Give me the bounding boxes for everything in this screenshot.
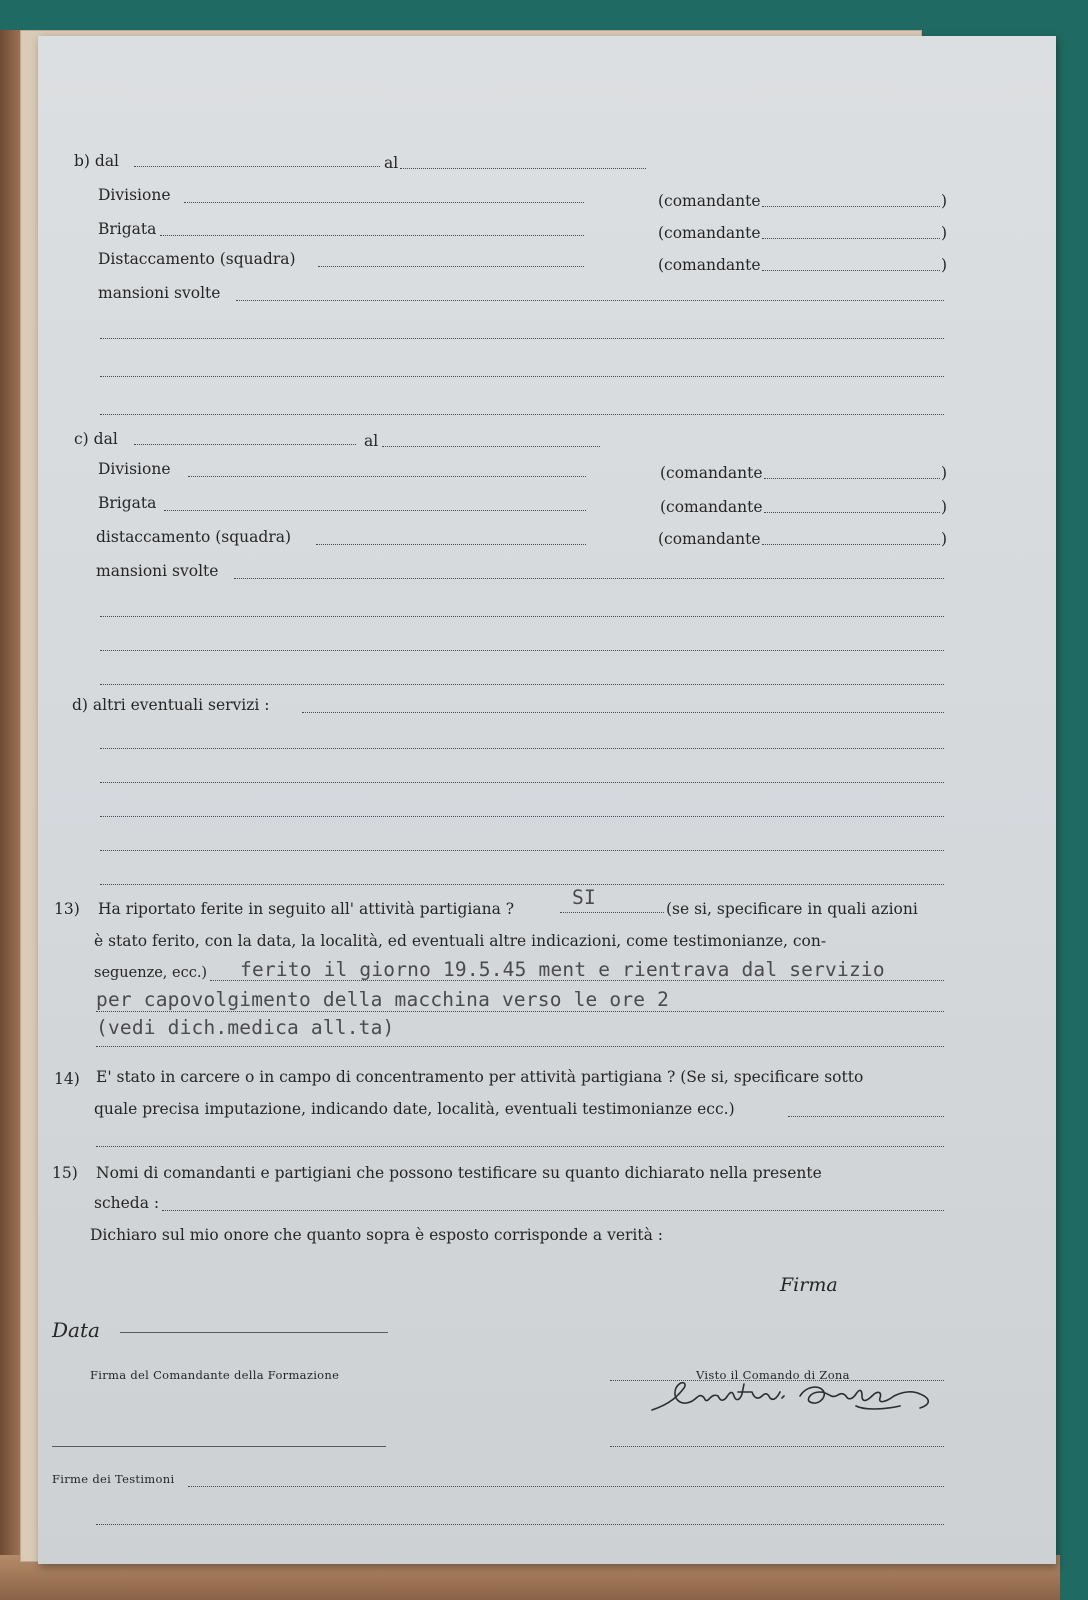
q15-line-1: Nomi di comandanti e partigiani che possono testificare su quanto dichiarato nella presente [96, 1164, 822, 1182]
d-label: d) altri eventuali servizi : [72, 696, 270, 714]
q13-text-b: (se si, specificare in quali azioni [666, 900, 918, 918]
b-mansioni-line-1[interactable] [236, 300, 944, 301]
q15-line-2-field[interactable] [162, 1210, 944, 1211]
b-mansioni-line-3[interactable] [100, 376, 944, 377]
d-line-6[interactable] [100, 884, 944, 885]
c-al-field[interactable] [382, 446, 600, 447]
b-al-field[interactable] [400, 168, 646, 169]
b-distaccamento-comandante-field[interactable] [762, 270, 940, 271]
c-divisione-close: ) [941, 464, 948, 482]
c-distaccamento-label: distaccamento (squadra) [96, 528, 292, 546]
b-divisione-comandante-field[interactable] [762, 206, 940, 207]
c-divisione-comandante-label: (comandante [660, 464, 763, 482]
firma-label: Firma [780, 1274, 838, 1296]
c-brigata-comandante-label: (comandante [660, 498, 763, 516]
c-distaccamento-field[interactable] [316, 544, 586, 545]
c-mansioni-line-2[interactable] [100, 616, 944, 617]
c-brigata-label: Brigata [98, 494, 157, 512]
q13-line-3-field[interactable] [210, 980, 944, 981]
visto-comando-label: Visto il Comando di Zona [696, 1368, 850, 1382]
q15-number: 15) [52, 1164, 78, 1182]
d-line-1[interactable] [302, 712, 944, 713]
q13-number: 13) [54, 900, 80, 918]
q13-text-a: Ha riportato ferite in seguito all' attività partigiana ? [98, 900, 515, 918]
c-brigata-comandante-field[interactable] [764, 512, 940, 513]
firme-testimoni-line-1[interactable] [188, 1486, 944, 1487]
q13-typed-line-1: ferito il giorno 19.5.45 ment e rientrava dal servizio [240, 958, 885, 981]
c-mansioni-line-4[interactable] [100, 684, 944, 685]
c-dal-label: c) dal [74, 430, 118, 448]
c-divisione-field[interactable] [188, 476, 586, 477]
d-line-5[interactable] [100, 850, 944, 851]
c-mansioni-line-1[interactable] [234, 578, 944, 579]
data-label: Data [52, 1318, 100, 1342]
c-al-label: al [364, 432, 379, 450]
b-divisione-comandante-label: (comandante [658, 192, 761, 210]
b-divisione-field[interactable] [184, 202, 584, 203]
firma-comandante-label: Firma del Comandante della Formazione [90, 1368, 340, 1382]
c-brigata-field[interactable] [164, 510, 586, 511]
q14-line-3-field[interactable] [96, 1146, 944, 1147]
q14-number: 14) [54, 1070, 80, 1088]
b-distaccamento-field[interactable] [318, 266, 584, 267]
d-line-2[interactable] [100, 748, 944, 749]
firme-testimoni-line-2[interactable] [96, 1524, 944, 1525]
c-distaccamento-comandante-label: (comandante [658, 530, 761, 548]
c-distaccamento-comandante-field[interactable] [762, 544, 940, 545]
c-dal-field[interactable] [134, 444, 356, 445]
q13-line-5-field[interactable] [96, 1046, 944, 1047]
b-mansioni-label: mansioni svolte [98, 284, 221, 302]
b-dal-field[interactable] [134, 166, 380, 167]
d-line-4[interactable] [100, 816, 944, 817]
c-brigata-close: ) [941, 498, 948, 516]
q13-line-3-prefix: seguenze, ecc.) [94, 965, 208, 981]
c-mansioni-label: mansioni svolte [96, 562, 219, 580]
q14-line-1: E' stato in carcere o in campo di concentramento per attività partigiana ? (Se si, specificare sotto [96, 1068, 864, 1086]
b-brigata-field[interactable] [160, 235, 584, 236]
q13-answer: SI [572, 886, 596, 909]
b-mansioni-line-4[interactable] [100, 414, 944, 415]
q14-line-2: quale precisa imputazione, indicando date, località, eventuali testimonianze ecc.) [94, 1100, 735, 1118]
b-mansioni-line-2[interactable] [100, 338, 944, 339]
q13-answer-field[interactable] [560, 912, 664, 913]
form-page [38, 36, 1056, 1564]
b-brigata-comandante-label: (comandante [658, 224, 761, 242]
q13-typed-line-3: (vedi dich.medica all.ta) [96, 1016, 395, 1039]
data-field[interactable] [120, 1332, 388, 1333]
firma-comandante-field[interactable] [52, 1446, 386, 1447]
c-divisione-comandante-field[interactable] [764, 478, 940, 479]
q14-line-2-field[interactable] [788, 1116, 944, 1117]
c-distaccamento-close: ) [941, 530, 948, 548]
c-mansioni-line-3[interactable] [100, 650, 944, 651]
q13-line-2: è stato ferito, con la data, la località, ed eventuali altre indicazioni, come testimonianze, con- [94, 932, 827, 950]
b-brigata-label: Brigata [98, 220, 157, 238]
b-al-label: al [384, 154, 399, 172]
d-line-3[interactable] [100, 782, 944, 783]
b-brigata-close: ) [941, 224, 948, 242]
b-distaccamento-label: Distaccamento (squadra) [98, 250, 296, 268]
b-dal-label: b) dal [74, 152, 120, 170]
declaration-text: Dichiaro sul mio onore che quanto sopra è esposto corrisponde a verità : [90, 1226, 663, 1244]
b-brigata-comandante-field[interactable] [762, 238, 940, 239]
q13-line-4-field[interactable] [96, 1011, 944, 1012]
b-distaccamento-comandante-label: (comandante [658, 256, 761, 274]
b-distaccamento-close: ) [941, 256, 948, 274]
c-divisione-label: Divisione [98, 460, 171, 478]
visto-comando-field[interactable] [610, 1446, 944, 1447]
b-divisione-close: ) [941, 192, 948, 210]
q15-line-2: scheda : [94, 1194, 160, 1212]
firme-testimoni-label: Firme dei Testimoni [52, 1472, 175, 1486]
q13-typed-line-2: per capovolgimento della macchina verso le ore 2 [96, 988, 670, 1011]
b-divisione-label: Divisione [98, 186, 171, 204]
